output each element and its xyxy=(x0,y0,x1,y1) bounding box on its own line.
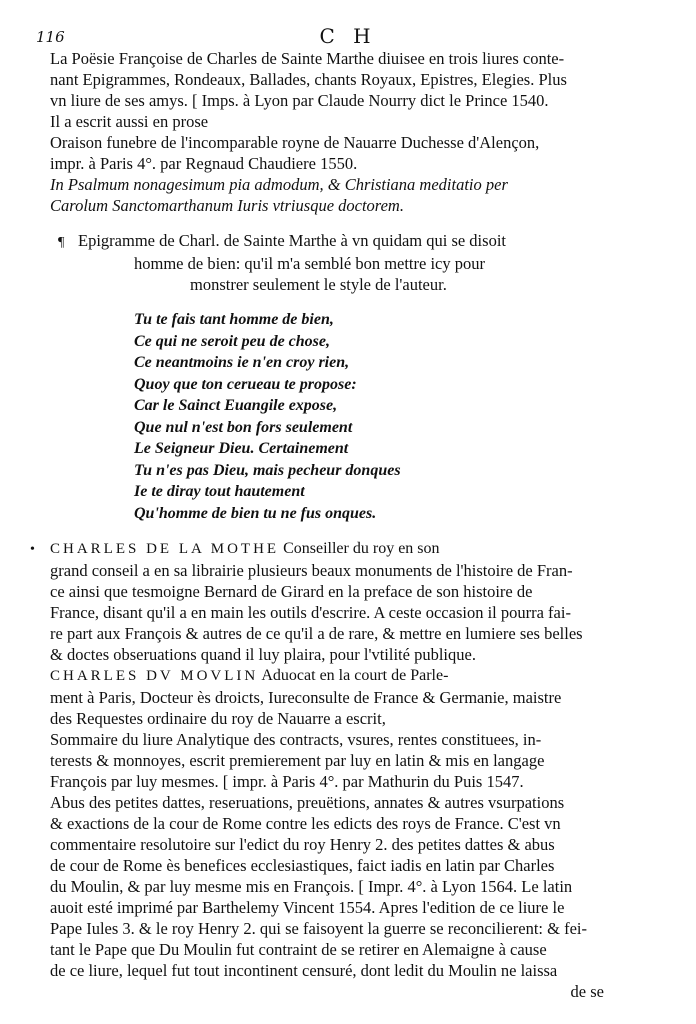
paragraph-marker: ¶ xyxy=(58,235,65,250)
text-line: ment à Paris, Docteur ès droicts, Iureconsulte de France & Germanie, maistre xyxy=(50,688,562,707)
paragraph-bullet: • xyxy=(30,542,35,557)
catchword: de se xyxy=(570,982,604,1001)
text-line: grand conseil a en sa librairie plusieurs beaux monuments de l'histoire de Fran- xyxy=(50,561,573,580)
text-line: impr. à Paris 4°. par Regnaud Chaudiere 1550. xyxy=(50,154,358,173)
epigram-verses xyxy=(50,309,606,524)
page-number: 116 xyxy=(36,28,65,46)
text-line: de cour de Rome ès benefices ecclesiastiques, faict iadis en latin par Charles xyxy=(50,856,555,875)
text-line: Il a escrit aussi en prose xyxy=(50,112,209,131)
text-line: • CHARLES DE LA MOTHE Conseiller du roy en son xyxy=(50,538,606,560)
verse-line: Quoy que ton cerueau te propose: xyxy=(134,375,357,393)
verse-line: Que nul n'est bon fors seulement xyxy=(134,418,353,436)
text-line: & exactions de la cour de Rome contre les edicts des roys de France. C'est vn xyxy=(50,814,561,833)
verse-line: Car le Sainct Euangile expose, xyxy=(134,397,338,414)
text-line: re part aux François & autres de ce qu'il a de rare, & mettre en lumiere ses belles xyxy=(50,624,583,643)
verse-line: Ce qui ne seroit peu de chose, xyxy=(134,332,330,350)
verse-line: Le Seigneur Dieu. Certainement xyxy=(134,440,349,457)
verse-line: Ie te diray tout hautement xyxy=(134,483,305,500)
text-line: commentaire resolutoire sur l'edict du roy Henry 2. des petites dattes & abus xyxy=(50,835,555,854)
verse-line: Tu te fais tant homme de bien, xyxy=(134,311,334,328)
page-body xyxy=(30,48,606,1002)
latin-title-line: Carolum Sanctomarthanum Iuris vtriusque doctorem. xyxy=(50,196,404,215)
author-name: CHARLES DV MOVLIN xyxy=(50,668,259,684)
text-line: vn liure de ses amys. [ Imps. à Lyon par Claude Nourry dict le Prince 1540. xyxy=(50,91,549,110)
text-line: du Moulin, & par luy mesme mis en François. [ Impr. 4°. à Lyon 1564. Le latin xyxy=(50,877,573,896)
text-line: Abus des petites dattes, reseruations, preuëtions, annates & autres vsurpations xyxy=(50,793,565,812)
text-line: Oraison funebre de l'incomparable royne de Nauarre Duchesse d'Alençon, xyxy=(50,133,540,152)
text-line: CHARLES DV MOVLIN Aduocat en la court de Parle- xyxy=(50,667,449,684)
text-line: terests & monnoyes, escrit premierement par luy en latin & mis en langage xyxy=(50,751,545,770)
text-line: ce ainsi que tesmoigne Bernard de Girard en la preface de son histoire de xyxy=(50,582,533,601)
text-line: nant Epigrammes, Rondeaux, Ballades, chants Royaux, Epistres, Elegies. Plus xyxy=(50,70,567,89)
text-line: France, disant qu'il a en main les outils d'escrire. A ceste occasion il pourra fai- xyxy=(50,603,571,622)
verse-line: Ce neantmoins ie n'en croy rien, xyxy=(134,354,350,371)
text-line: des Requestes ordinaire du roy de Nauarre a escrit, xyxy=(50,709,386,728)
text-line: La Poësie Françoise de Charles de Sainte Marthe diuisee en trois liures conte- xyxy=(50,49,565,68)
running-head xyxy=(30,22,666,46)
epigram-intro xyxy=(50,230,606,295)
moulin-entry xyxy=(50,665,606,1002)
mothe-entry xyxy=(30,538,606,665)
text-line: de ce liure, lequel fut tout incontinent censuré, dont ledit du Moulin ne laissa xyxy=(50,961,558,980)
text-line: tant le Pape que Du Moulin fut contraint de se retirer en Alemaigne à cause xyxy=(50,940,547,959)
verse-line: Qu'homme de bien tu ne fus onques. xyxy=(134,504,377,522)
verse-line: Tu n'es pas Dieu, mais pecheur donques xyxy=(134,461,401,479)
text-line: ¶ Epigramme de Charl. de Sainte Marthe à vn quidam qui se disoit xyxy=(50,230,606,253)
author-name: CHARLES DE LA MOTHE xyxy=(50,541,280,557)
text-line: François par luy mesmes. [ impr. à Paris 4°. par Mathurin du Puis 1547. xyxy=(50,772,524,791)
text-line: monstrer seulement le style de l'auteur. xyxy=(190,275,447,294)
text-line: auoit esté imprimé par Barthelemy Vincent 1554. Apres l'edition de ce liure le xyxy=(50,898,565,917)
latin-title-line: In Psalmum nonagesimum pia admodum, & Christiana meditatio per xyxy=(50,175,508,194)
text-line: homme de bien: qu'il m'a semblé bon mettre icy pour xyxy=(134,254,485,273)
text-line: Sommaire du liure Analytique des contracts, vsures, rentes constituees, in- xyxy=(50,730,542,749)
text-line: Pape Iules 3. & le roy Henry 2. qui se faisoyent la guerre se reconcilierent: & fei- xyxy=(50,919,587,938)
text-line: & doctes obseruations quand il luy plaira, pour l'vtilité publique. xyxy=(50,645,476,664)
sainte-marthe-entry xyxy=(50,48,606,216)
running-head-title: C H xyxy=(319,24,377,48)
